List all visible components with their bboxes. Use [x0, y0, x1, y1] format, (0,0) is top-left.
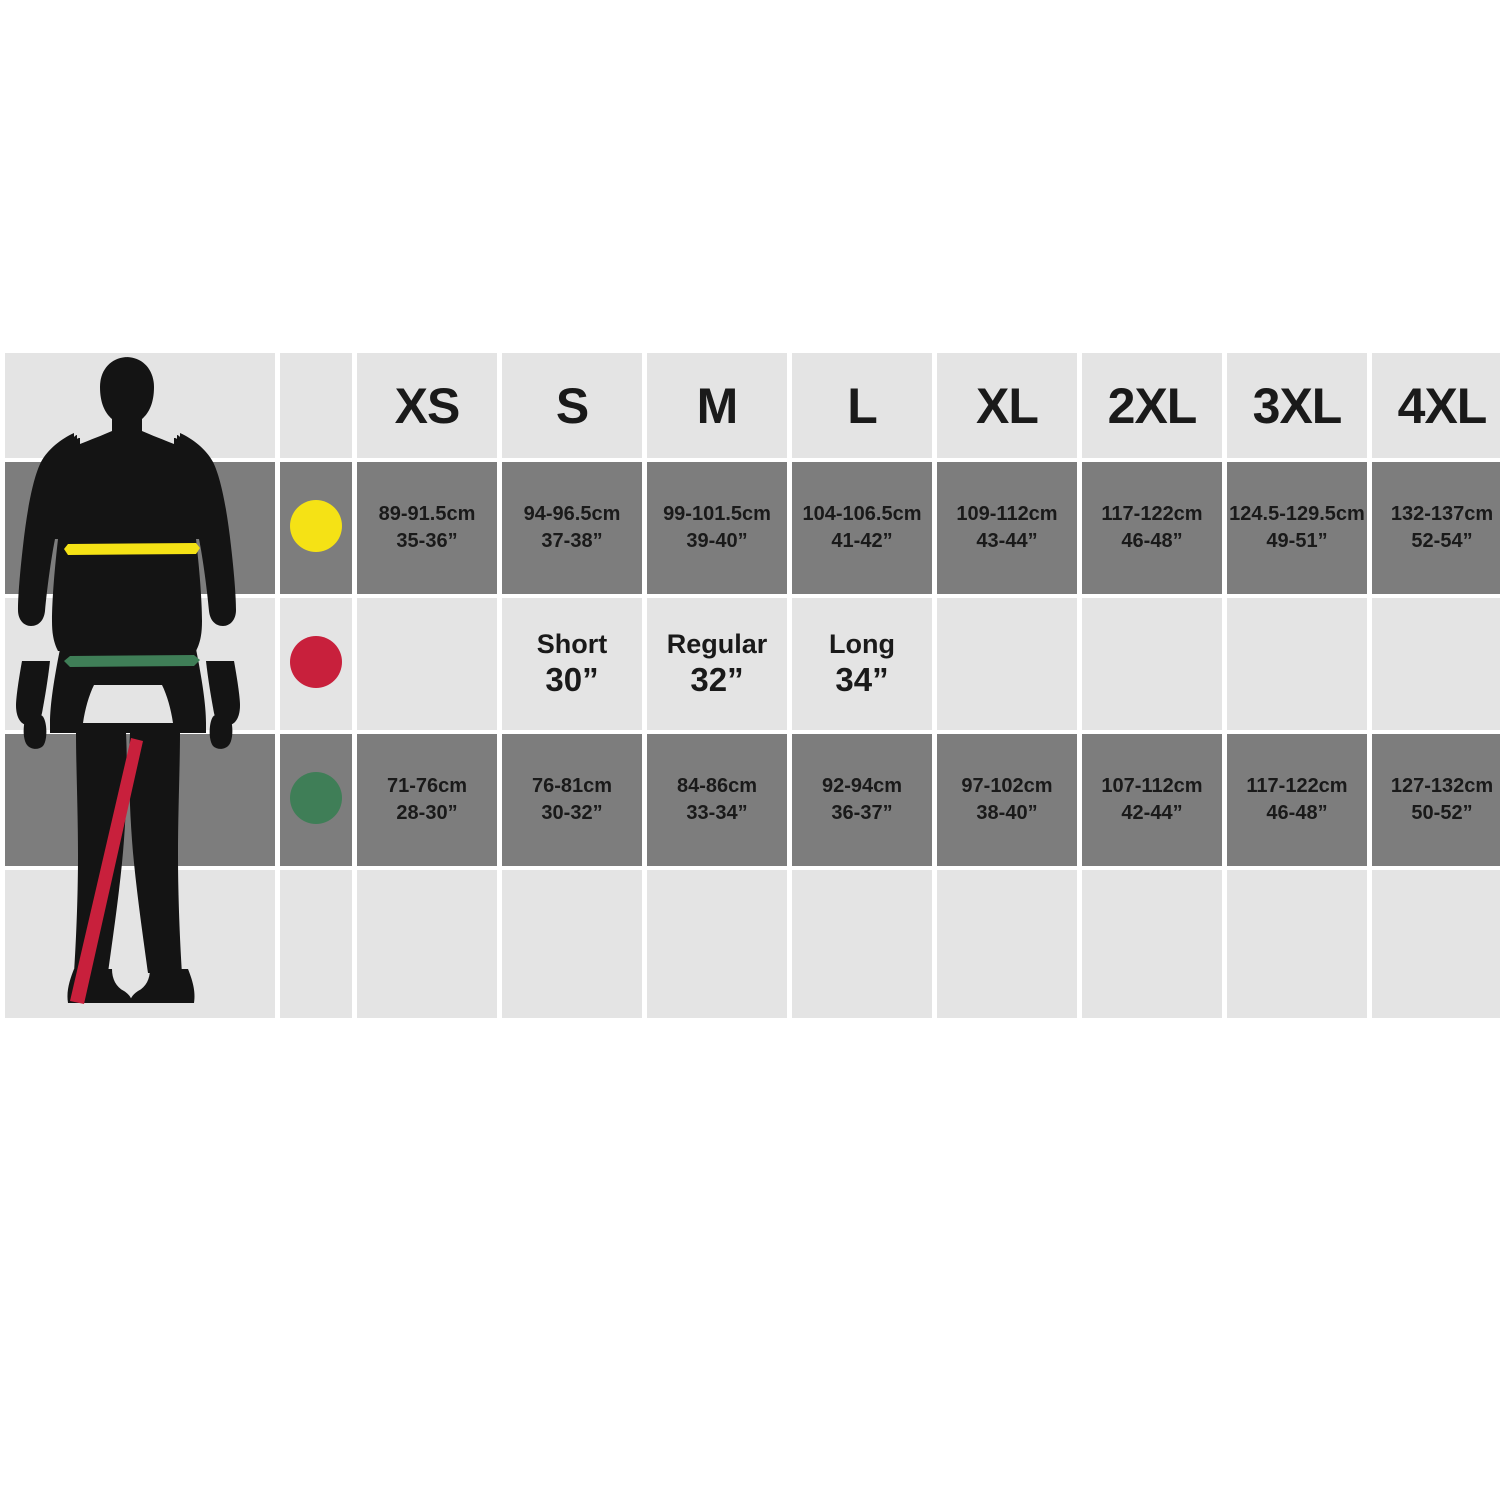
- figure-cell-footer: [5, 870, 275, 1018]
- header-size-2xl: [1082, 353, 1222, 458]
- waist-cell-xl: [937, 734, 1077, 866]
- footer-cell-xl: [937, 870, 1077, 1018]
- waist-cell-m: [647, 734, 787, 866]
- waist-cm: 71-76cm: [386, 775, 468, 797]
- header-size-l: [792, 353, 932, 458]
- chest-cell-m: [647, 462, 787, 594]
- header-size-s: [502, 353, 642, 458]
- waist-inch: 38-40”: [976, 802, 1038, 824]
- table-header-row: [5, 353, 1500, 458]
- marker-cell-chest: [280, 462, 352, 594]
- chest-cell-s: [502, 462, 642, 594]
- chest-cell-xl: [937, 462, 1077, 594]
- size-chart: [0, 349, 1500, 1029]
- chest-cm: 124.5-129.5cm: [1229, 503, 1365, 525]
- chest-cell-xs: [357, 462, 497, 594]
- header-size-3xl: [1227, 353, 1367, 458]
- chest-inch: 39-40”: [686, 530, 748, 552]
- size-label: XS: [394, 377, 460, 434]
- inseam-cell-m: [647, 598, 787, 730]
- footer-cell-m: [647, 870, 787, 1018]
- footer-cell-2xl: [1082, 870, 1222, 1018]
- chest-cell-4xl: [1372, 462, 1500, 594]
- header-size-xl: [937, 353, 1077, 458]
- waist-row: [5, 734, 1500, 866]
- figure-cell-header: [5, 353, 275, 458]
- header-size-4xl: [1372, 353, 1500, 458]
- chest-cm: 99-101.5cm: [663, 503, 771, 525]
- header-size-xs: [357, 353, 497, 458]
- size-label: S: [555, 377, 589, 434]
- inseam-row: [5, 598, 1500, 730]
- chest-cm: 132-137cm: [1390, 503, 1494, 525]
- footer-cell-xs: [357, 870, 497, 1018]
- header-size-m: [647, 353, 787, 458]
- marker-cell-footer: [280, 870, 352, 1018]
- waist-cell-s: [502, 734, 642, 866]
- footer-cell-3xl: [1227, 870, 1367, 1018]
- yellow-dot-icon: [290, 500, 342, 552]
- chest-row: [5, 462, 1500, 594]
- chest-cm: 104-106.5cm: [802, 503, 922, 525]
- waist-cm: 97-102cm: [961, 775, 1053, 797]
- size-label: 2XL: [1107, 377, 1197, 434]
- waist-cm: 84-86cm: [676, 775, 758, 797]
- chest-cm: 94-96.5cm: [523, 503, 621, 525]
- waist-cm: 76-81cm: [531, 775, 613, 797]
- chest-inch: 37-38”: [541, 530, 603, 552]
- chest-inch: 52-54”: [1411, 530, 1473, 552]
- waist-cell-4xl: [1372, 734, 1500, 866]
- inseam-word: Short: [536, 629, 608, 659]
- marker-cell-waist: [280, 734, 352, 866]
- size-label: XL: [976, 377, 1038, 434]
- chest-cm: 109-112cm: [956, 503, 1058, 525]
- chest-inch: 46-48”: [1121, 530, 1183, 552]
- footer-cell-l: [792, 870, 932, 1018]
- figure-cell-waist: [5, 734, 275, 866]
- size-label: 4XL: [1397, 377, 1487, 434]
- inseam-cell-s: [502, 598, 642, 730]
- waist-inch: 42-44”: [1121, 802, 1183, 824]
- waist-cm: 117-122cm: [1246, 775, 1348, 797]
- size-table: [0, 349, 1500, 1022]
- chest-inch: 41-42”: [831, 530, 893, 552]
- waist-inch: 50-52”: [1411, 802, 1473, 824]
- inseam-cell-2xl: [1082, 598, 1222, 730]
- size-label: M: [696, 377, 738, 434]
- inseam-word: Long: [829, 629, 895, 659]
- waist-cell-xs: [357, 734, 497, 866]
- footer-cell-4xl: [1372, 870, 1500, 1018]
- waist-inch: 33-34”: [686, 802, 748, 824]
- chest-cell-3xl: [1227, 462, 1367, 594]
- chest-cm: 89-91.5cm: [378, 503, 476, 525]
- waist-inch: 36-37”: [831, 802, 893, 824]
- figure-cell-inseam: [5, 598, 275, 730]
- inseam-num: 32”: [690, 661, 744, 699]
- chest-cell-2xl: [1082, 462, 1222, 594]
- marker-cell-inseam: [280, 598, 352, 730]
- inseam-cell-xl: [937, 598, 1077, 730]
- chest-inch: 49-51”: [1266, 530, 1328, 552]
- size-label: L: [847, 377, 877, 434]
- figure-cell-chest: [5, 462, 275, 594]
- inseam-cell-xs: [357, 598, 497, 730]
- waist-cell-3xl: [1227, 734, 1367, 866]
- green-dot-icon: [290, 772, 342, 824]
- waist-cm: 92-94cm: [821, 775, 903, 797]
- inseam-num: 30”: [545, 661, 599, 699]
- waist-inch: 46-48”: [1266, 802, 1328, 824]
- waist-cm: 107-112cm: [1101, 775, 1203, 797]
- waist-inch: 30-32”: [541, 802, 603, 824]
- size-label: 3XL: [1252, 377, 1342, 434]
- chest-cell-l: [792, 462, 932, 594]
- inseam-num: 34”: [835, 661, 889, 699]
- marker-cell-header: [280, 353, 352, 458]
- chest-cm: 117-122cm: [1101, 503, 1203, 525]
- waist-cell-2xl: [1082, 734, 1222, 866]
- table-footer-row: [5, 870, 1500, 1018]
- inseam-cell-4xl: [1372, 598, 1500, 730]
- inseam-word: Regular: [666, 629, 768, 659]
- inseam-cell-l: [792, 598, 932, 730]
- inseam-cell-3xl: [1227, 598, 1367, 730]
- red-dot-icon: [290, 636, 342, 688]
- chest-inch: 43-44”: [976, 530, 1038, 552]
- footer-cell-s: [502, 870, 642, 1018]
- waist-inch: 28-30”: [396, 802, 458, 824]
- waist-cm: 127-132cm: [1390, 775, 1494, 797]
- waist-cell-l: [792, 734, 932, 866]
- chest-inch: 35-36”: [396, 530, 458, 552]
